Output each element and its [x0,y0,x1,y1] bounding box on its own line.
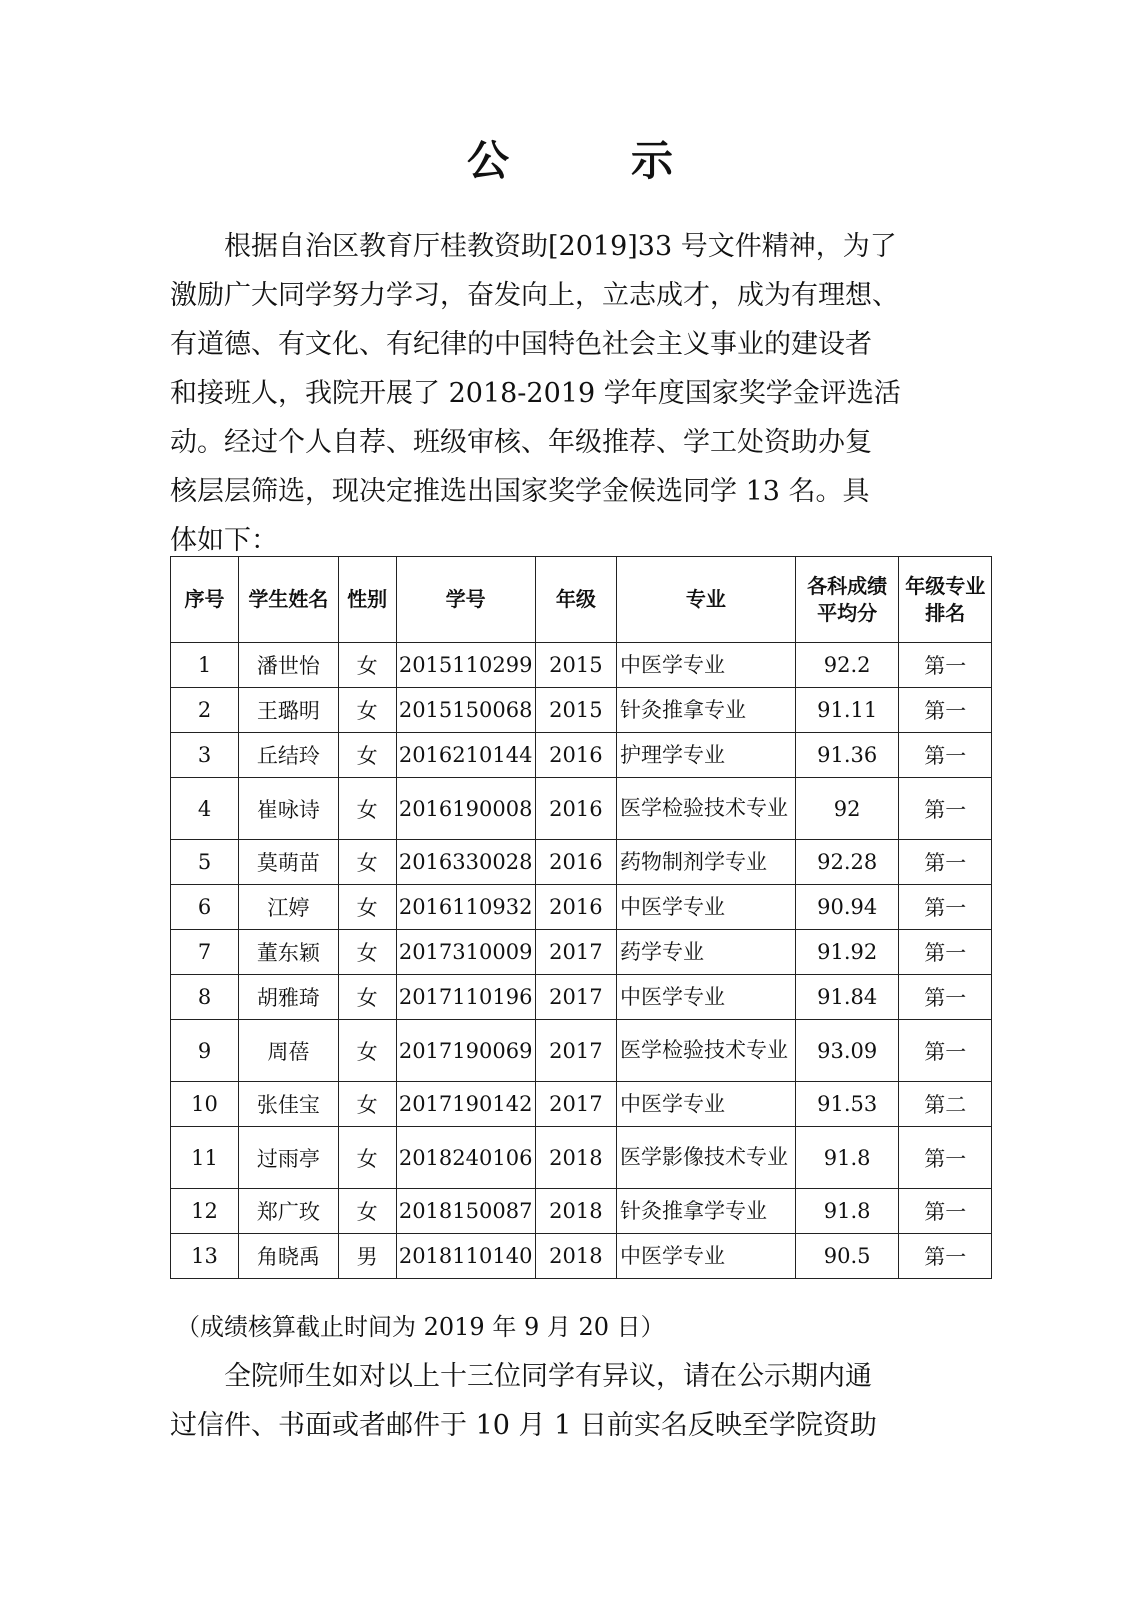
table-row [171,733,992,778]
cell-average-score: 90.94 [795,885,899,930]
header-cell: 性别 [338,557,396,643]
cell-grade: 2016 [535,885,616,930]
cell-name: 潘世怡 [239,643,339,688]
table-row [171,1082,992,1127]
cell-major: 针灸推拿学专业 [617,1189,796,1234]
header-cell: 年级专业排名 [899,557,992,643]
cell-major: 药物制剂学专业 [617,840,796,885]
cell-gender: 女 [338,1082,396,1127]
cell-name: 莫萌苗 [239,840,339,885]
cell-rank: 第一 [899,1020,992,1082]
cell-name: 角晓禹 [239,1234,339,1279]
cell-gender: 女 [338,975,396,1020]
cell-gender: 女 [338,1020,396,1082]
cell-rank: 第一 [899,840,992,885]
cell-student-id: 2015150068 [396,688,535,733]
cell-major: 医学检验技术专业 [617,778,796,840]
cell-name: 江婷 [239,885,339,930]
cell-student-id: 2018110140 [396,1234,535,1279]
cell-index: 9 [171,1020,239,1082]
cell-index: 6 [171,885,239,930]
cell-name: 郑广玫 [239,1189,339,1234]
cell-index: 10 [171,1082,239,1127]
cell-average-score: 90.5 [795,1234,899,1279]
cell-rank: 第一 [899,733,992,778]
cell-grade: 2015 [535,643,616,688]
intro-line: 动。经过个人自荐、班级审核、年级推荐、学工处资助办复 [170,427,872,458]
cell-name: 胡雅琦 [239,975,339,1020]
cell-rank: 第一 [899,930,992,975]
intro-line: 根据自治区教育厅桂教资助[2019]33 号文件精神，为了 [224,231,897,262]
cell-student-id: 2016110932 [396,885,535,930]
cell-index: 7 [171,930,239,975]
cell-grade: 2017 [535,930,616,975]
cell-index: 5 [171,840,239,885]
intro-line: 体如下： [170,525,278,556]
cell-rank: 第二 [899,1082,992,1127]
cell-rank: 第一 [899,885,992,930]
cell-name: 王璐明 [239,688,339,733]
intro-line: 激励广大同学努力学习，奋发向上，立志成才，成为有理想、 [170,280,899,311]
cell-index: 11 [171,1127,239,1189]
cell-average-score: 91.84 [795,975,899,1020]
table-row [171,1127,992,1189]
cell-grade: 2018 [535,1189,616,1234]
intro-line: 核层层筛选，现决定推选出国家奖学金候选同学 13 名。具 [170,476,870,507]
cell-gender: 男 [338,1234,396,1279]
cell-average-score: 91.53 [795,1082,899,1127]
cell-average-score: 91.92 [795,930,899,975]
cell-major: 药学专业 [617,930,796,975]
header-cell: 序号 [171,557,239,643]
cell-grade: 2015 [535,688,616,733]
cell-student-id: 2017190142 [396,1082,535,1127]
cell-rank: 第一 [899,1234,992,1279]
table-row [171,688,992,733]
cell-grade: 2017 [535,975,616,1020]
cell-average-score: 92.2 [795,643,899,688]
cell-student-id: 2015110299 [396,643,535,688]
cell-gender: 女 [338,1189,396,1234]
cell-gender: 女 [338,733,396,778]
cell-average-score: 91.8 [795,1127,899,1189]
intro-line: 有道德、有文化、有纪律的中国特色社会主义事业的建设者 [170,329,872,360]
cell-rank: 第一 [899,1127,992,1189]
cell-major: 护理学专业 [617,733,796,778]
cell-major: 中医学专业 [617,1082,796,1127]
cell-name: 崔咏诗 [239,778,339,840]
cell-index: 12 [171,1189,239,1234]
cell-index: 2 [171,688,239,733]
cell-major: 医学检验技术专业 [617,1020,796,1082]
cell-index: 8 [171,975,239,1020]
cell-average-score: 92.28 [795,840,899,885]
table-header-row [171,557,992,643]
cell-rank: 第一 [899,688,992,733]
table-row [171,930,992,975]
closing-paragraph [170,1352,970,1450]
cell-index: 3 [171,733,239,778]
intro-line: 和接班人，我院开展了 2018-2019 学年度国家奖学金评选活 [170,378,901,409]
table-row [171,1189,992,1234]
cell-student-id: 2016190008 [396,778,535,840]
cell-index: 1 [171,643,239,688]
cell-gender: 女 [338,778,396,840]
cell-name: 张佳宝 [239,1082,339,1127]
cell-index: 13 [171,1234,239,1279]
cell-gender: 女 [338,930,396,975]
cell-average-score: 92 [795,778,899,840]
cell-student-id: 2017190069 [396,1020,535,1082]
cell-grade: 2016 [535,778,616,840]
header-cell: 年级 [535,557,616,643]
cell-rank: 第一 [899,975,992,1020]
cell-student-id: 2017310009 [396,930,535,975]
cell-gender: 女 [338,885,396,930]
cell-major: 中医学专业 [617,975,796,1020]
cell-student-id: 2018240106 [396,1127,535,1189]
header-cell: 学生姓名 [239,557,339,643]
cell-name: 周蓓 [239,1020,339,1082]
table-row [171,778,992,840]
cell-rank: 第一 [899,643,992,688]
table-row [171,643,992,688]
cell-grade: 2018 [535,1234,616,1279]
cell-grade: 2017 [535,1020,616,1082]
table-row [171,885,992,930]
cell-rank: 第一 [899,778,992,840]
cell-name: 过雨亭 [239,1127,339,1189]
cell-name: 董东颖 [239,930,339,975]
table-row [171,1234,992,1279]
cell-average-score: 93.09 [795,1020,899,1082]
cell-average-score: 91.36 [795,733,899,778]
cell-major: 针灸推拿专业 [617,688,796,733]
score-cutoff-note: （成绩核算截止时间为 2019 年 9 月 20 日） [176,1313,665,1341]
cell-rank: 第一 [899,1189,992,1234]
closing-line: 全院师生如对以上十三位同学有异议，请在公示期内通 [224,1361,872,1392]
intro-paragraph [170,222,970,565]
cell-major: 中医学专业 [617,643,796,688]
cell-average-score: 91.11 [795,688,899,733]
cell-major: 医学影像技术专业 [617,1127,796,1189]
notice-title: 公 示 [466,136,713,185]
cell-grade: 2017 [535,1082,616,1127]
cell-student-id: 2017110196 [396,975,535,1020]
header-cell: 学号 [396,557,535,643]
header-cell: 各科成绩平均分 [795,557,899,643]
cell-student-id: 2016330028 [396,840,535,885]
table-row [171,1020,992,1082]
cell-major: 中医学专业 [617,1234,796,1279]
table-row [171,975,992,1020]
cell-name: 丘结玲 [239,733,339,778]
header-cell: 专业 [617,557,796,643]
cell-grade: 2018 [535,1127,616,1189]
cell-major: 中医学专业 [617,885,796,930]
cell-gender: 女 [338,688,396,733]
cell-average-score: 91.8 [795,1189,899,1234]
cell-gender: 女 [338,1127,396,1189]
table-body [171,643,992,1279]
closing-line: 过信件、书面或者邮件于 10 月 1 日前实名反映至学院资助 [170,1410,877,1441]
scholarship-candidates-table [170,556,992,1279]
cell-student-id: 2018150087 [396,1189,535,1234]
cell-index: 4 [171,778,239,840]
cell-grade: 2016 [535,840,616,885]
table-row [171,840,992,885]
cell-grade: 2016 [535,733,616,778]
cell-gender: 女 [338,643,396,688]
cell-gender: 女 [338,840,396,885]
cell-student-id: 2016210144 [396,733,535,778]
